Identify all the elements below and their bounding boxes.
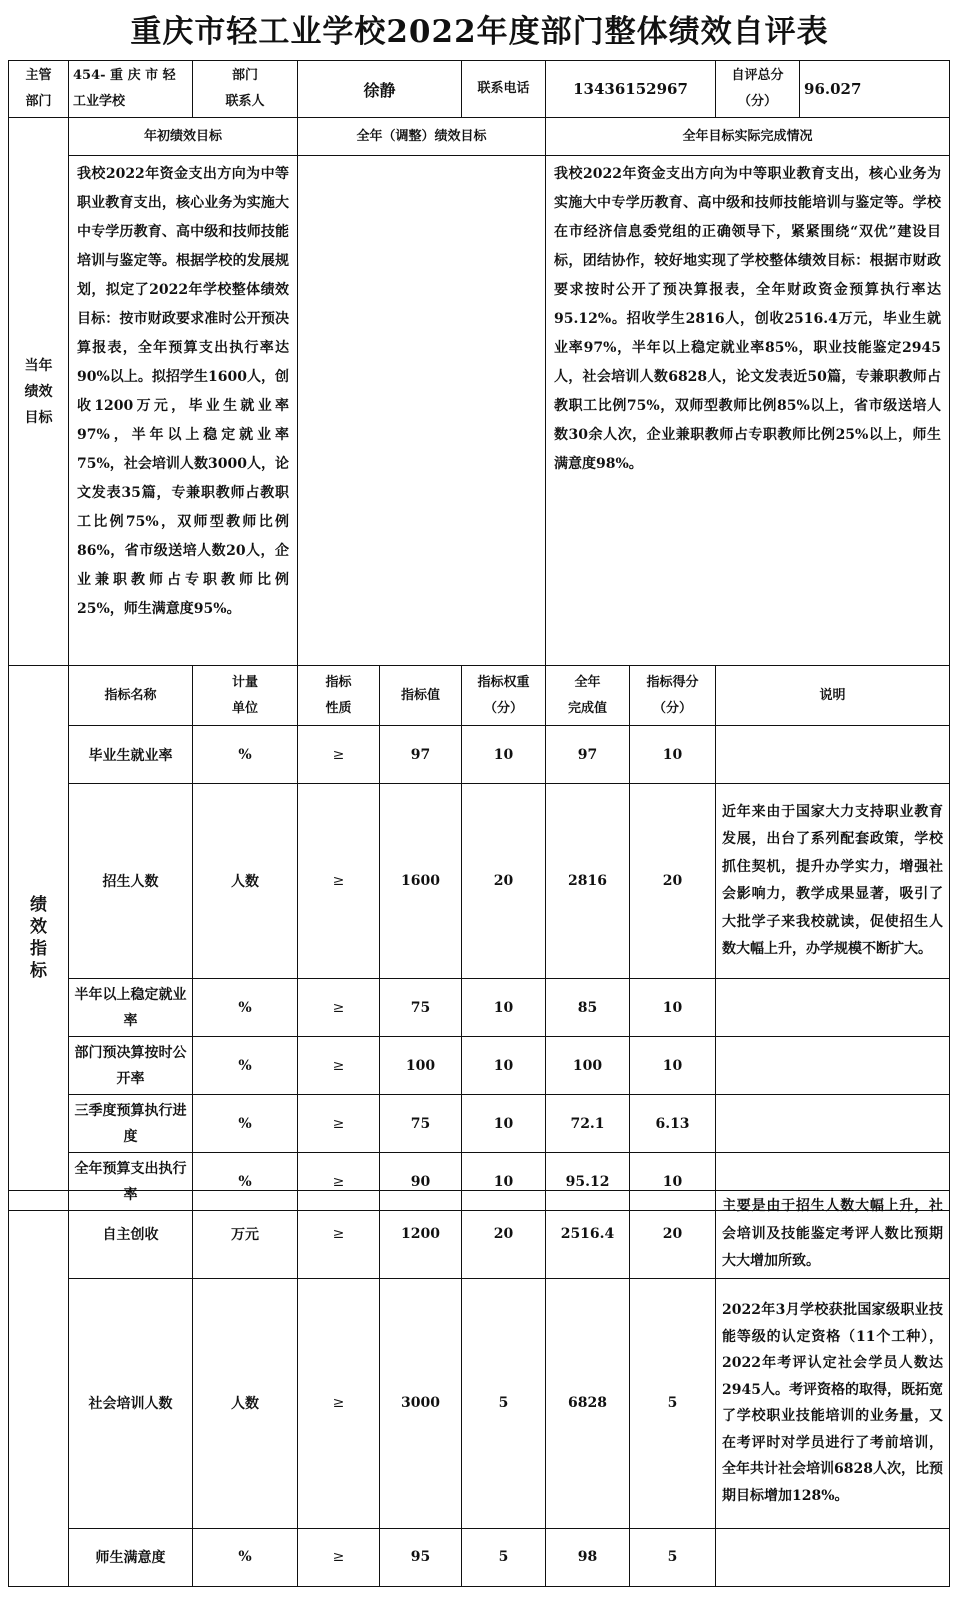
col-initial-goal: 年初绩效目标 [69,118,298,156]
indicator-unit: % [193,1095,298,1153]
indicator-weight: 10 [462,726,546,784]
indicator-target: 1600 [380,784,462,979]
indicator-name: 招生人数 [69,784,193,979]
indicator-note: 2022年3月学校获批国家级职业技能等级的认定资格（11个工种），2022年考评认定社会学员人数达2945人。考评资格的取得，既拓宽了学校职业技能培训的业务量，又在考评时对学员进行了考前培训，全年共计社会培训6828人次，比预期目标增加128%。 [716,1278,950,1528]
indicator-name: 全年预算支出执行率 [69,1153,193,1211]
indicator-actual: 98 [546,1528,630,1586]
indicator-actual: 95.12 [546,1153,630,1211]
indicator-target: 75 [380,1095,462,1153]
indicator-weight: 20 [462,784,546,979]
evaluation-table [8,60,950,1211]
indicators-side-label: 绩 效 指 标 [9,666,69,1211]
page-title: 重庆市轻工业学校2022年度部门整体绩效自评表 [130,14,829,50]
indicator-weight: 10 [462,1153,546,1211]
indicator-name: 师生满意度 [69,1528,193,1586]
indicator-actual: 72.1 [546,1095,630,1153]
indicator-name: 三季度预算执行进度 [69,1095,193,1153]
indicator-nature: ≥ [298,726,380,784]
table-row [9,1095,950,1153]
th-weight: 指标权重 （分） [462,666,546,726]
indicator-actual: 6828 [546,1278,630,1528]
indicator-note: 主要是由于招生人数大幅上升，社会培训及技能鉴定考评人数比预期大大增加所致。 [716,1191,950,1279]
indicator-target: 100 [380,1037,462,1095]
indicator-weight: 5 [462,1278,546,1528]
indicator-unit: % [193,979,298,1037]
indicator-score: 6.13 [630,1095,716,1153]
contact-value: 徐静 [298,61,462,118]
indicator-score: 10 [630,1153,716,1211]
indicator-actual: 2816 [546,784,630,979]
indicator-target: 97 [380,726,462,784]
dept-label: 主管 部门 [9,61,69,118]
indicator-score: 5 [630,1278,716,1528]
col-adjusted-goal: 全年（调整）绩效目标 [298,118,546,156]
table-row [9,784,950,979]
table-row [9,1278,950,1528]
indicator-target: 1200 [380,1191,462,1279]
side-label-blank [9,1191,69,1587]
indicator-unit: % [193,726,298,784]
indicator-unit: % [193,1153,298,1211]
table-row [9,726,950,784]
table-row [9,1037,950,1095]
indicator-weight: 10 [462,1037,546,1095]
th-name: 指标名称 [69,666,193,726]
phone-label: 联系电话 [462,61,546,118]
indicator-nature: ≥ [298,979,380,1037]
indicator-nature: ≥ [298,1191,380,1279]
indicator-score: 5 [630,1528,716,1586]
th-actual: 全年 完成值 [546,666,630,726]
indicator-weight: 20 [462,1191,546,1279]
indicator-nature: ≥ [298,1528,380,1586]
indicator-unit: 万元 [193,1191,298,1279]
indicator-nature: ≥ [298,784,380,979]
indicator-name: 社会培训人数 [69,1278,193,1528]
indicator-score: 20 [630,1191,716,1279]
score-value: 96.027 [804,80,862,98]
goals-side-label: 当年 绩效 目标 [9,118,69,666]
indicator-actual: 2516.4 [546,1191,630,1279]
indicator-actual: 97 [546,726,630,784]
indicator-weight: 5 [462,1528,546,1586]
th-target: 指标值 [380,666,462,726]
th-score: 指标得分 （分） [630,666,716,726]
table-row [9,1191,950,1279]
indicator-unit: 人数 [193,1278,298,1528]
th-note: 说明 [716,666,950,726]
indicator-note: 近年来由于国家大力支持职业教育发展，出台了系列配套政策，学校抓住契机，提升办学实力，增强社会影响力，教学成果显著，吸引了大批学子来我校就读，促使招生人数大幅上升，办学规模不断扩大。 [716,784,950,979]
contact-label: 部门 联系人 [193,61,298,118]
indicator-note [716,979,950,1037]
table-row [9,1528,950,1586]
indicator-nature: ≥ [298,1037,380,1095]
indicator-nature: ≥ [298,1278,380,1528]
indicator-target: 90 [380,1153,462,1211]
indicator-note [716,1528,950,1586]
indicator-unit: 人数 [193,784,298,979]
indicator-nature: ≥ [298,1095,380,1153]
indicator-score: 20 [630,784,716,979]
adjusted-goal-text [298,156,546,666]
indicator-note [716,726,950,784]
indicator-note [716,1095,950,1153]
indicator-weight: 10 [462,979,546,1037]
score-cell [716,61,950,118]
col-actual-completion: 全年目标实际完成情况 [546,118,950,156]
th-unit: 计量 单位 [193,666,298,726]
actual-completion-text: 我校2022年资金支出方向为中等职业教育支出，核心业务为实施大中专学历教育、高中级和技师技能培训与鉴定等。学校在市经济信息委党组的正确领导下，紧紧围绕“双优”建设目标，团结协作，较好地实现了学校整体绩效目标：根据市财政要求按时公开了预决算报表，全年财政资金预算执行率达95.12%。招收学生2816人，创收2516.4万元，毕业生就业率97%，半年以上稳定就业率85%，职业技能鉴定2945人，社会培训人数6828人，论文发表近50篇，专兼职教师占教职工比例75%，双师型教师比例85%以上，省市级送培人数30余人次，企业兼职教师占专职教师比例25%以上，师生满意度98%。 [546,156,950,666]
indicator-unit: % [193,1528,298,1586]
indicator-target: 3000 [380,1278,462,1528]
score-label: 自评总分 （分） [716,61,800,117]
indicator-nature: ≥ [298,1153,380,1211]
indicator-actual: 100 [546,1037,630,1095]
evaluation-table-continued [8,1190,950,1587]
indicator-score: 10 [630,726,716,784]
th-nature: 指标 性质 [298,666,380,726]
indicator-score: 10 [630,1037,716,1095]
indicator-name: 毕业生就业率 [69,726,193,784]
indicator-score: 10 [630,979,716,1037]
indicator-weight: 10 [462,1095,546,1153]
initial-goal-text: 我校2022年资金支出方向为中等职业教育支出，核心业务为实施大中专学历教育、高中级和技师技能培训与鉴定等。根据学校的发展规划，拟定了2022年学校整体绩效目标：按市财政要求准时公开预决算报表，全年预算支出执行率达90%以上。拟招学生1600人，创收1200万元，毕业生就业率97%，半年以上稳定就业率75%，社会培训人数3000人，论文发表35篇，专兼职教师占教职工比例75%，双师型教师比例86%，省市级送培人数20人，企业兼职教师占专职教师比例25%，师生满意度95%。 [69,156,298,666]
phone-value: 13436152967 [546,61,716,118]
indicator-note [716,1037,950,1095]
indicator-name: 半年以上稳定就业率 [69,979,193,1037]
indicator-unit: % [193,1037,298,1095]
indicator-name: 部门预决算按时公开率 [69,1037,193,1095]
dept-value: 454- 重 庆 市 轻 工业学校 [69,61,193,118]
indicator-name: 自主创收 [69,1191,193,1279]
table-row [9,979,950,1037]
indicator-target: 75 [380,979,462,1037]
indicator-target: 95 [380,1528,462,1586]
indicator-actual: 85 [546,979,630,1037]
